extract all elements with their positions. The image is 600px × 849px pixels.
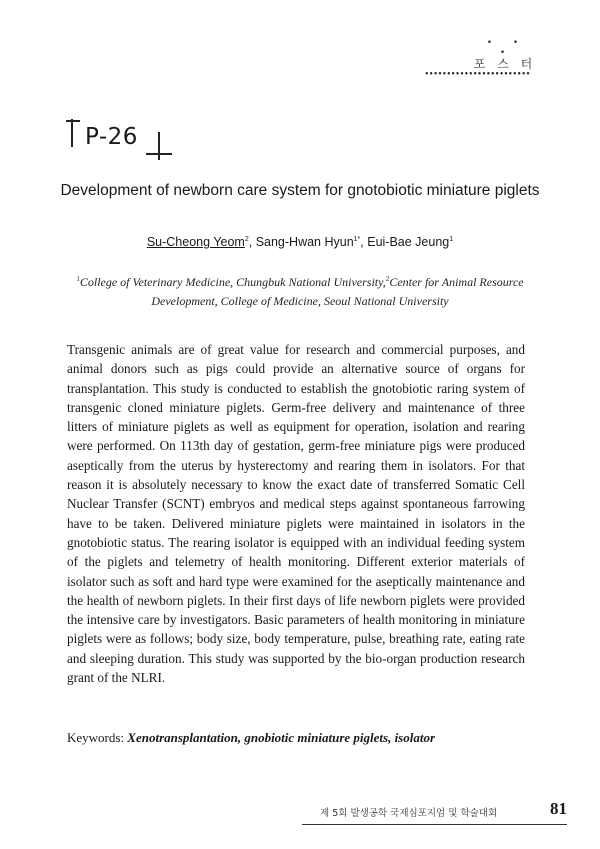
- author-affiliation-mark: 1: [449, 235, 454, 243]
- section-header-dotted-rule: ••••••••••••••••••••••••: [425, 71, 531, 79]
- author-list: [60, 235, 540, 249]
- author-name: Su-Cheong Yeom: [146, 235, 245, 249]
- poster-code: P-26: [85, 124, 138, 150]
- page-number: 81: [550, 799, 567, 818]
- affiliation-mark: 2: [385, 275, 390, 283]
- author-name: Sang-Hwan Hyun: [255, 235, 354, 249]
- frame-line: [71, 119, 73, 147]
- section-header-dots: • • •: [486, 38, 528, 58]
- section-header-label: 포 스 터: [473, 57, 537, 71]
- author-separator: ,: [248, 235, 256, 249]
- author-separator: ,: [360, 235, 368, 249]
- author-affiliation-mark: 2: [244, 235, 249, 243]
- keywords-line: [67, 730, 537, 746]
- abstract-body: Transgenic animals are of great value for research and commercial purposes, and animal donors such as pigs could provide an alternative source of organs for transplantation. This study is conducted to establish the gnotobiotic raring system of transgenic cloned miniature piglets. Germ-free delivery and maintenance of three litters of miniature piglets as well as equipment for operation, isolation and rearing were performed. On 113th day of gestation, germ-free miniature pigs were produced aseptically from the uterus by hysterectomy and rearing them in isolators. For that reason it is absolutely necessary to know the exact date of transferred Somatic Cell Nuclear Transfer (SCNT) embryos and medical steps against spontaneous farrowing have to be taken. Delivered miniature piglets were maintained in isolators in the gnotobiotic status. The rearing isolator is equipped with an individual feeding system of the piglets and telemetry of health monitoring. Different exterior materials of isolator such as soft and hard type were examined for the aseptically maintenance and the health of newborn piglets. In their first days of life newborn piglets were provided the intensive care by investigators. Basic parameters of health monitoring in miniature piglets were as follows; body size, body temperature, pulse, breathing rate, eating rate and sleeping duration. This study was supported by the bio-organ production research grant of the NLRI.: [67, 342, 525, 686]
- keywords-label: Keywords:: [67, 730, 125, 745]
- frame-line: [66, 120, 80, 122]
- frame-line: [158, 132, 160, 160]
- footer-conference: 제 5회 발생공학 국제심포지엄 및 학술대회: [320, 808, 498, 819]
- frame-line: [146, 153, 172, 155]
- keywords-terms: Xenotransplantation, gnobiotic miniature piglets, isolator: [127, 730, 436, 745]
- affiliation-mark: 1: [76, 275, 80, 283]
- affiliation-text: College of Veterinary Medicine, Chungbuk National University,: [79, 275, 386, 289]
- paper-title: Development of newborn care system for gnotobiotic miniature piglets: [60, 182, 540, 199]
- footer-rule: [302, 824, 567, 825]
- affiliation-text: Center for Animal Resource Development, College of Medicine, Seoul National University: [151, 275, 524, 308]
- affiliations: [62, 270, 538, 311]
- author-name: Eui-Bae Jeung: [367, 235, 450, 249]
- author-affiliation-mark: 1*: [353, 235, 361, 243]
